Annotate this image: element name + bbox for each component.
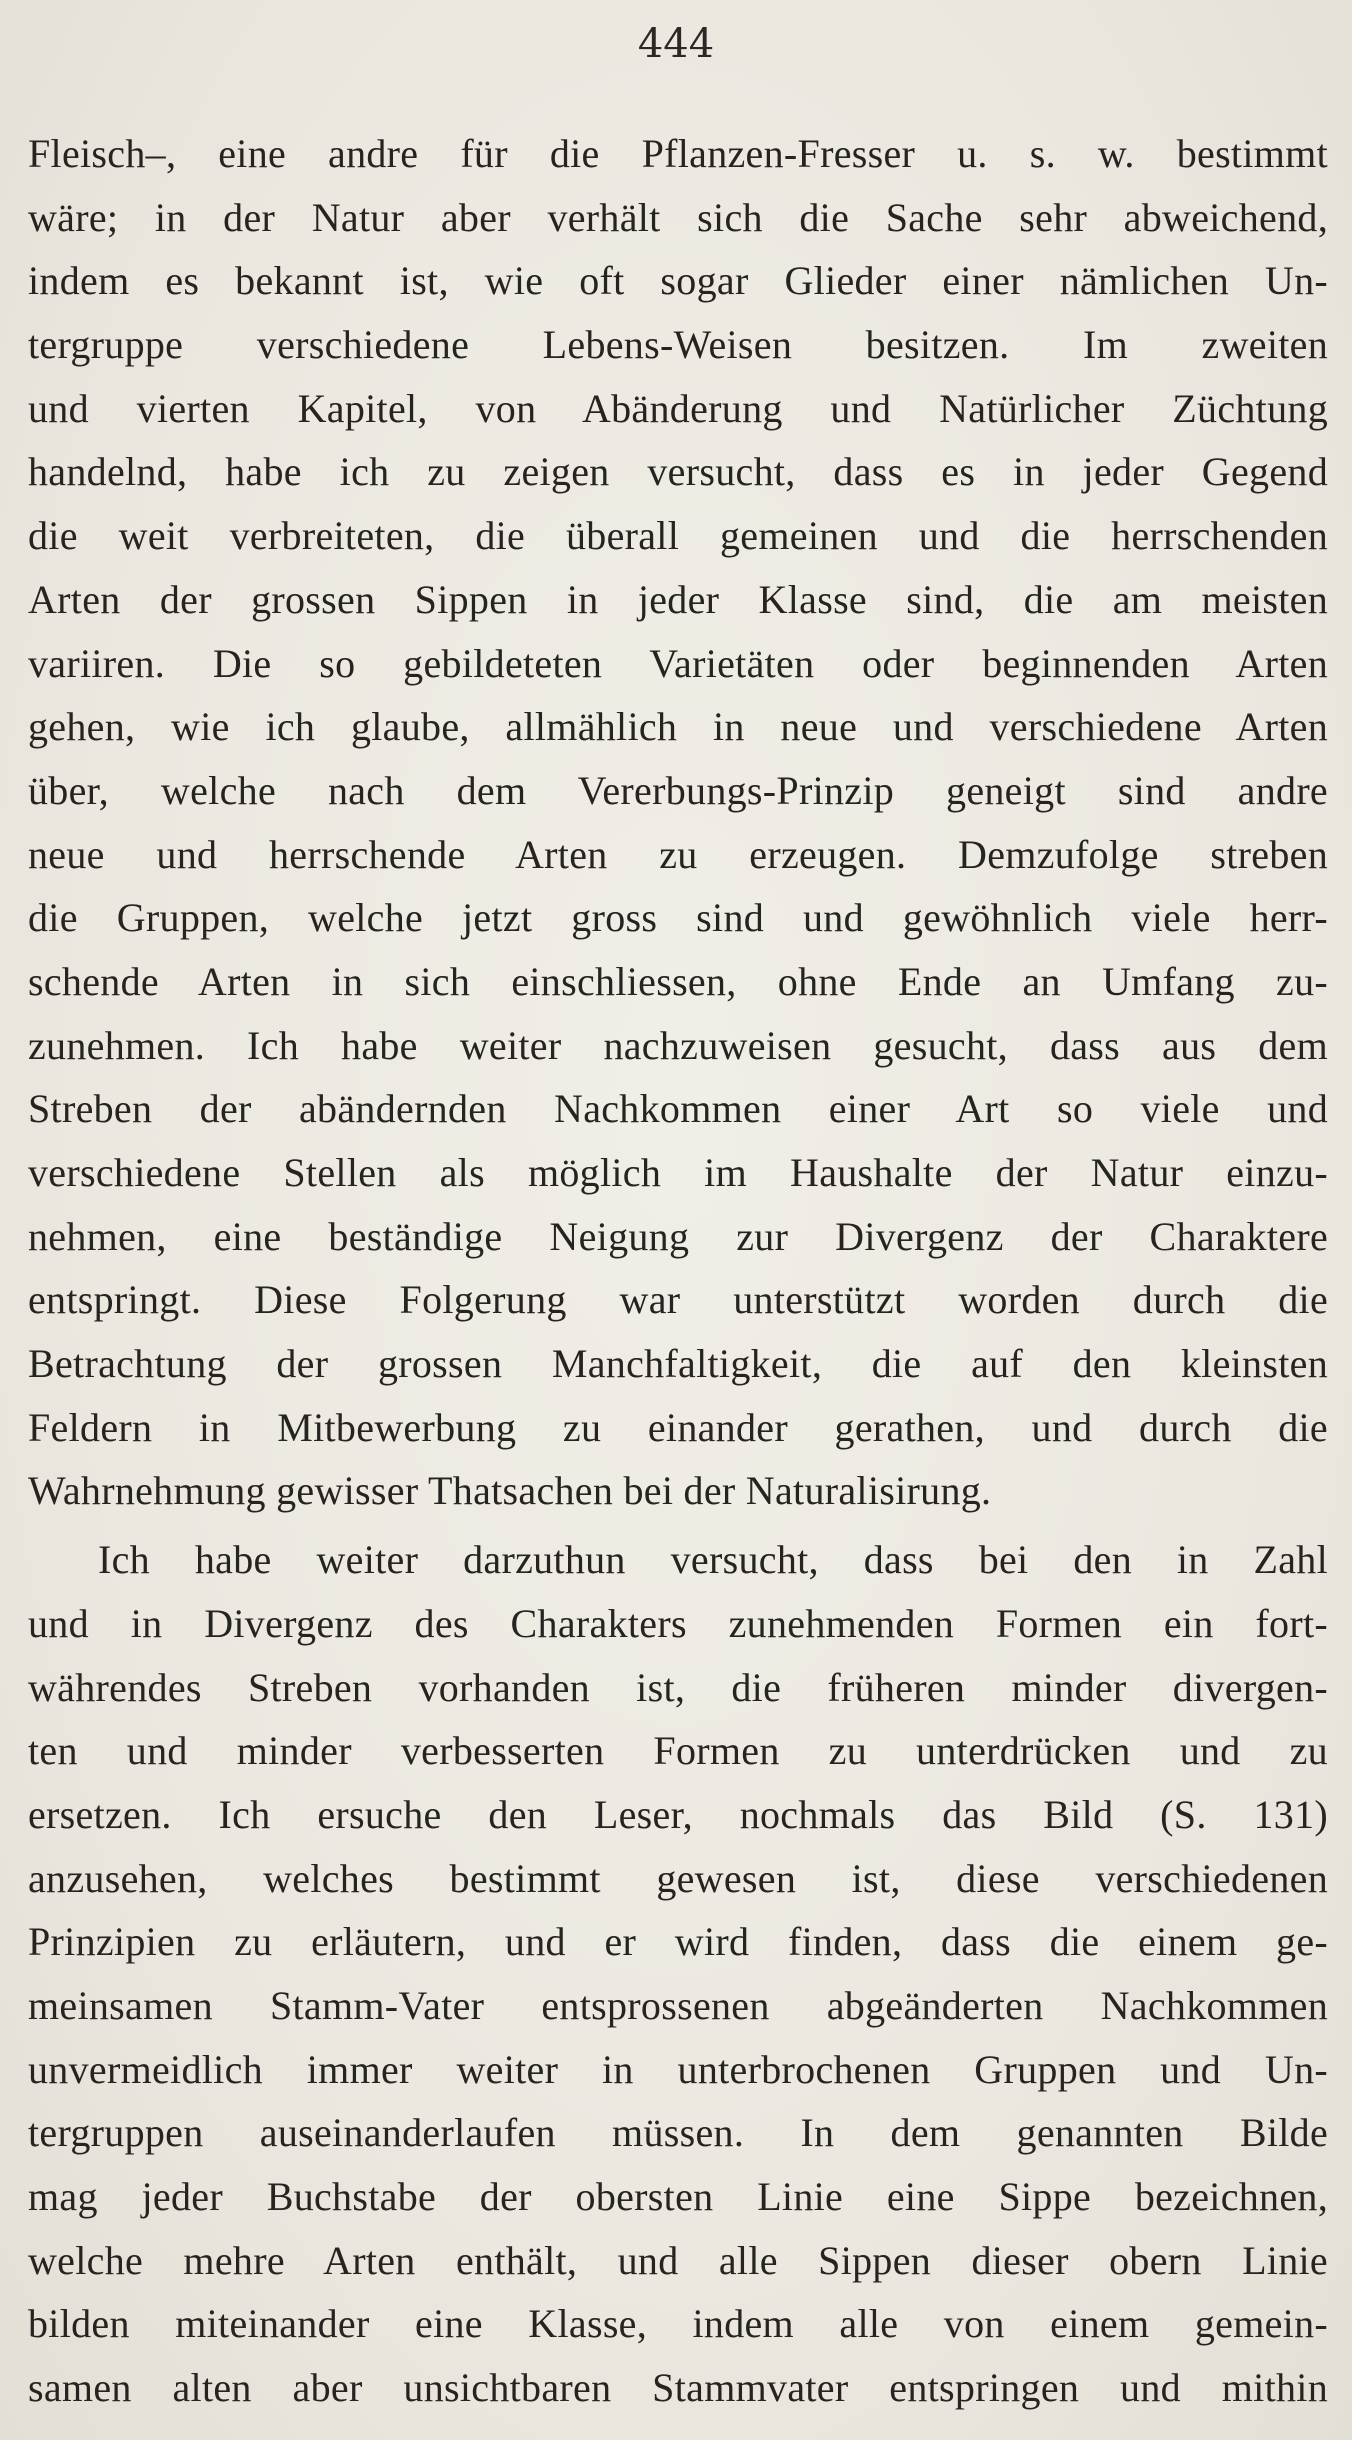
text-line: zunehmen. Ich habe weiter nachzuweisen gesucht, dass aus dem: [28, 1022, 1328, 1068]
text-line: entspringt. Diese Folgerung war unterstützt worden durch die: [28, 1277, 1328, 1323]
text-line: die Gruppen, welche jetzt gross sind und gewöhnlich viele herr-: [28, 895, 1328, 941]
text-line: bilden miteinander eine Klasse, indem alle von einem gemein-: [28, 2301, 1328, 2347]
text-line: tergruppe verschiedene Lebens-Weisen besitzen. Im zweiten: [28, 322, 1328, 368]
text-line: währendes Streben vorhanden ist, die früheren minder divergen-: [28, 1664, 1328, 1710]
text-line: Wahrnehmung gewisser Thatsachen bei der Naturalisirung.: [28, 1468, 992, 1514]
text-line: nehmen, eine beständige Neigung zur Divergenz der Charaktere: [28, 1213, 1328, 1259]
text-line: Arten der grossen Sippen in jeder Klasse sind, die am meisten: [28, 576, 1328, 622]
text-line: samen alten aber unsichtbaren Stammvater entspringen und mithin: [28, 2365, 1328, 2411]
text-line: indem es bekannt ist, wie oft sogar Glieder einer nämlichen Un-: [28, 258, 1328, 304]
body-text: [28, 122, 1328, 2420]
text-line: Ich habe weiter darzuthun versucht, dass bei den in Zahl: [98, 1537, 1328, 1583]
text-line: Feldern in Mitbewerbung zu einander gerathen, und durch die: [28, 1404, 1328, 1450]
text-line: Prinzipien zu erläutern, und er wird finden, dass die einem ge-: [28, 1919, 1328, 1965]
text-line: gehen, wie ich glaube, allmählich in neue und verschiedene Arten: [28, 704, 1328, 750]
text-line: meinsamen Stamm-Vater entsprossenen abgeänderten Nachkommen: [28, 1982, 1328, 2028]
text-line: mag jeder Buchstabe der obersten Linie eine Sippe bezeichnen,: [28, 2174, 1328, 2219]
text-line: wäre; in der Natur aber verhält sich die Sache sehr abweichend,: [28, 194, 1328, 240]
page-number: 444: [637, 21, 715, 67]
text-line: Betrachtung der grossen Manchfaltigkeit, die auf den kleinsten: [28, 1341, 1328, 1387]
text-line: handelnd, habe ich zu zeigen versucht, dass es in jeder Gegend: [28, 449, 1328, 495]
text-line: über, welche nach dem Vererbungs-Prinzip geneigt sind andre: [28, 767, 1328, 813]
text-line: schende Arten in sich einschliessen, ohne Ende an Umfang zu-: [28, 958, 1328, 1004]
paragraph-2: [28, 1528, 1328, 2420]
text-line: und vierten Kapitel, von Abänderung und Natürlicher Züchtung: [28, 385, 1328, 431]
text-line: unvermeidlich immer weiter in unterbrochenen Gruppen und Un-: [28, 2046, 1328, 2092]
text-line: variiren. Die so gebildeteten Varietäten oder beginnenden Arten: [28, 640, 1328, 686]
text-line: die weit verbreiteten, die überall gemeinen und die herrschenden: [28, 513, 1328, 559]
text-line: neue und herrschende Arten zu erzeugen. Demzufolge streben: [28, 831, 1328, 877]
text-line: ersetzen. Ich ersuche den Leser, nochmals das Bild (S. 131): [28, 1791, 1328, 1837]
text-line: verschiedene Stellen als möglich im Haushalte der Natur einzu-: [28, 1150, 1328, 1195]
text-line: Fleisch–, eine andre für die Pflanzen-Fresser u. s. w. bestimmt: [28, 131, 1328, 176]
text-line: Streben der abändernden Nachkommen einer Art so viele und: [28, 1086, 1328, 1132]
text-line: tergruppen auseinanderlaufen müssen. In dem genannten Bilde: [28, 2110, 1328, 2156]
text-line: anzusehen, welches bestimmt gewesen ist, diese verschiedenen: [28, 1855, 1328, 1901]
text-line: und in Divergenz des Charakters zunehmenden Formen ein fort-: [28, 1600, 1328, 1646]
text-line: welche mehre Arten enthält, und alle Sippen dieser obern Linie: [28, 2237, 1328, 2283]
paragraph-1: [28, 122, 1328, 1523]
text-line: ten und minder verbesserten Formen zu unterdrücken und zu: [28, 1728, 1328, 1774]
